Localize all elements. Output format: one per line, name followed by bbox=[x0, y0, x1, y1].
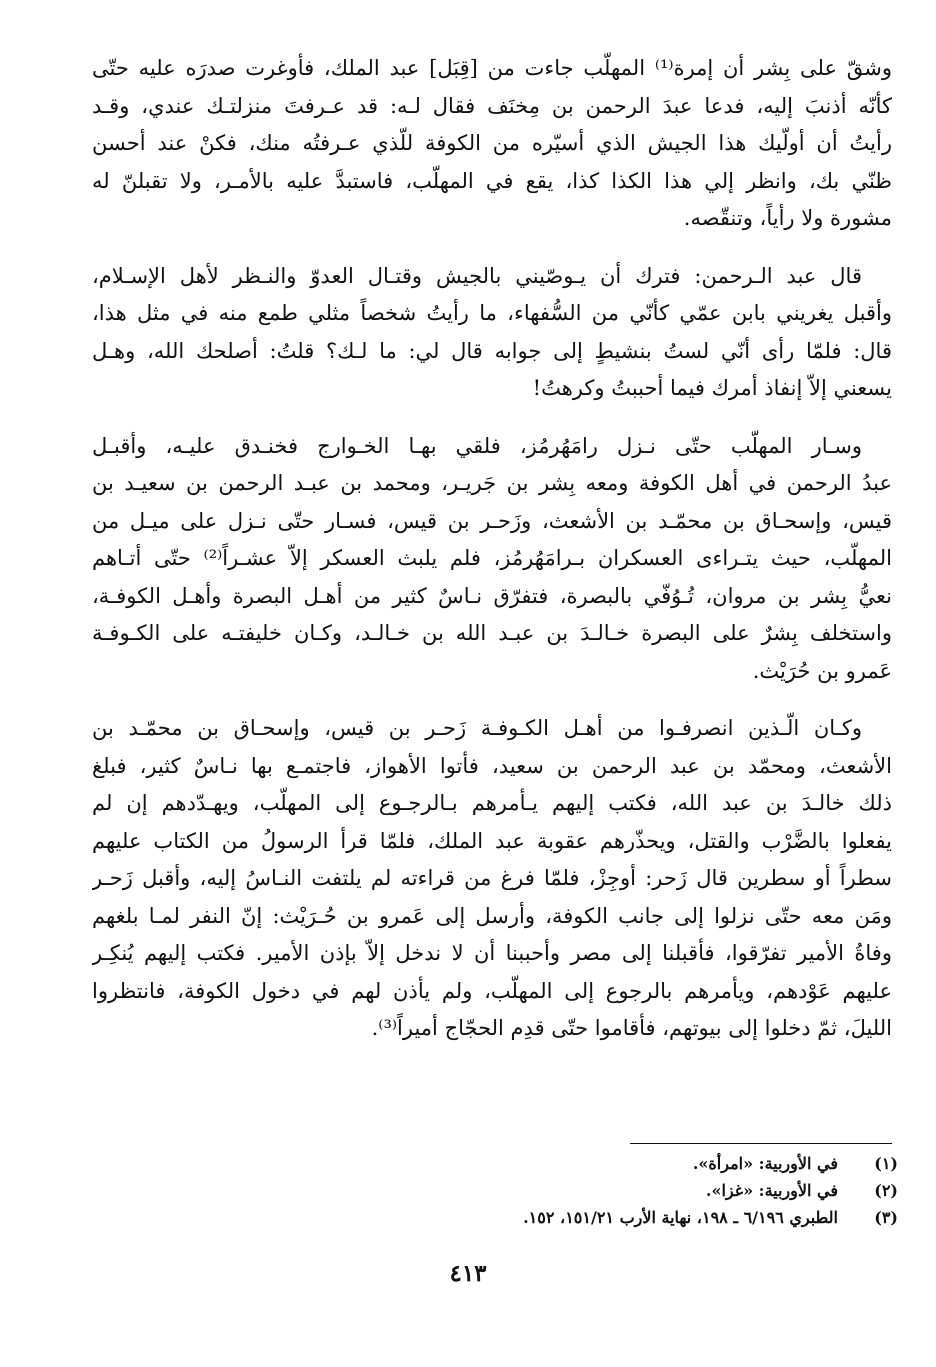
text-line: الأشعث، ومحمّد بن عبد الرحمن بن سعيد، فأتوا الأهواز، فاجتمـع بها نـاسٌ كثير، فبلغ bbox=[92, 753, 892, 778]
text-line: قيس، وإسحـاق بن محمّـد بن الأشعث، وزَحـر بن قيس، فسـار حتّى نـزل على ميـل من bbox=[92, 508, 892, 533]
text-line: ذلك خالـدَ بن عبد الله، فكتب إليهم يـأمرهم بـالرجـوع إلى المهلّب، ويهـدّدهم إن لم bbox=[92, 791, 892, 815]
text-line: المهلّب، حيث يتـراءى العسكران بـرامَهُرمُز، فلم يلبث العسكر إلاّ عشـراً⁽²⁾ حتّى أتـاهم bbox=[92, 546, 892, 570]
text-line: مشورة ولا رأياً، وتنقّصه. bbox=[683, 206, 892, 230]
text-line-content: وسـار المهلّب حتّى نـزل رامَهُرمُز، فلقي بهـا الخـوارج فخنـدق عليـه، وأقبـل bbox=[92, 433, 862, 458]
footnote-number: (٣) bbox=[874, 1208, 898, 1227]
text-line: عليهم عَوْدهم، ويأمرهم بالرجوع إلى المهلّب، ولم يأذن لهم في دخول الكوفة، فانتظروا bbox=[92, 978, 892, 1003]
paragraph-2 bbox=[92, 258, 892, 408]
footnote-text: في الأوربية: «غزا». bbox=[705, 1181, 838, 1200]
footnote-3 bbox=[92, 1204, 898, 1231]
text-line: عَمرو بن حُرَيْث. bbox=[752, 658, 892, 683]
text-line: ومَن معه حتّى نزلوا إلى جانب الكوفة، وأرسل إلى عَمرو بن حُـرَيْث: إنّ النفر لمـا بلغهم bbox=[92, 903, 892, 928]
text-line: الليلَ، ثمّ دخلوا إلى بيوتهم، فأقاموا حتّى قدِم الحجّاج أميراً⁽³⁾. bbox=[371, 1016, 892, 1040]
text-line-content: وكـان الّـذين انصرفـوا من أهـل الكـوفـة زَحـر بن قيس، وإسحـاق بن محمّـد بن bbox=[92, 716, 862, 740]
text-line: يفعلوا بالضَّرْب والقتل، ويحذّرهم عقوبة عبد الملك، فلمّا قرأ الرسولُ من الكتاب عليهم bbox=[92, 828, 892, 853]
text-line bbox=[92, 258, 892, 296]
paragraph-4 bbox=[92, 710, 892, 1048]
text-line bbox=[92, 428, 892, 466]
text-line: واستخلف بِشرٌ على البصرة خـالـدَ بن عبـد الله بن خـالـد، وكـان خليفتـه على الكـوفـة bbox=[92, 621, 892, 645]
text-line: عبدُ الرحمن في أهل الكوفة ومعه بِشر بن جَريـر، ومحمد بن عبـد الرحمن بن سعيـد بن bbox=[92, 471, 892, 495]
text-line: وفاةُ الأمير تفرّقوا، فأقبلنا إلى مصر وأحببنا أن لا ندخل إلاّ بإذن الأمير. فكتب إليهم يُنكِـر bbox=[92, 941, 892, 965]
footnote-number: (٢) bbox=[874, 1181, 898, 1200]
text-line: يسعني إلاّ إنفاذ أمرك فيما أحببتُ وكرهتُ! bbox=[532, 376, 892, 400]
text-line: نعيُّ بِشر بن مروان، تُـوُفّي بالبصرة، فتفرّق نـاسٌ كثير من أهـل البصرة وأهـل الكوفـة، bbox=[92, 583, 892, 608]
text-line bbox=[92, 710, 892, 748]
text-line: سطراً أو سطرين قال زَحر: أوجِزْ، فلمّا فرغ من قراءته لم يلتفت النـاسُ إليه، وأقبل زَحـر bbox=[92, 866, 892, 890]
paragraph-3 bbox=[92, 428, 892, 691]
paragraph-1 bbox=[92, 50, 892, 238]
footnote-2 bbox=[92, 1177, 898, 1204]
footnote-text: في الأوربية: «امرأة». bbox=[692, 1154, 838, 1173]
footnote-1 bbox=[92, 1150, 898, 1177]
text-line: ظنّي بك، وانظر إلي هذا الكذا كذا، يقع في المهلّب، فاستبدَّ عليه بالأمـر، ولا تقبلنّ له bbox=[92, 168, 892, 193]
text-line: وشقّ على بِشر أن إمرة⁽¹⁾ المهلّب جاءت من [قِبَل] عبد الملك، فأوغرت صدرَه عليه حتّى bbox=[92, 56, 892, 80]
main-text bbox=[92, 50, 892, 1068]
text-line: كأنّه أذنبَ إليه، فدعا عبدَ الرحمن بن مِخنَف فقال لـه: قد عـرفتَ منزلتـك عندي، وقـد bbox=[92, 93, 892, 118]
text-line: وأقبل يغريني بابن عمّي كأنّي من السُّفهاء، ما رأيتُ شخصاً مثلي طمع منه في مثل هذا، bbox=[92, 301, 892, 325]
text-line: قال: فلمّا رأى أنّي لستُ بنشيطٍ إلى جوابه قال لي: ما لـك؟ قلتُ: أصلحك الله، وهـل bbox=[92, 338, 892, 363]
text-line: رأيتُ أن أولّيك هذا الجيش الذي أسيّره من الكوفة للّذي عـرفتُه منك، فكنْ عند أحسن bbox=[92, 131, 892, 155]
text-line-content: قال عبد الـرحمن: فترك أن يـوصّيني بالجيش وقتـال العدوّ والنـظر لأهل الإسـلام، bbox=[92, 263, 862, 288]
footnotes bbox=[92, 1150, 898, 1231]
footnote-divider bbox=[630, 1143, 892, 1144]
footnote-text: الطبري ٦/١٩٦ ـ ١٩٨، نهاية الأرب ١٥١/٢١، ١٥٢. bbox=[523, 1208, 838, 1227]
footnote-number: (١) bbox=[874, 1154, 898, 1173]
page-number: ٤١٣ bbox=[449, 1260, 487, 1287]
